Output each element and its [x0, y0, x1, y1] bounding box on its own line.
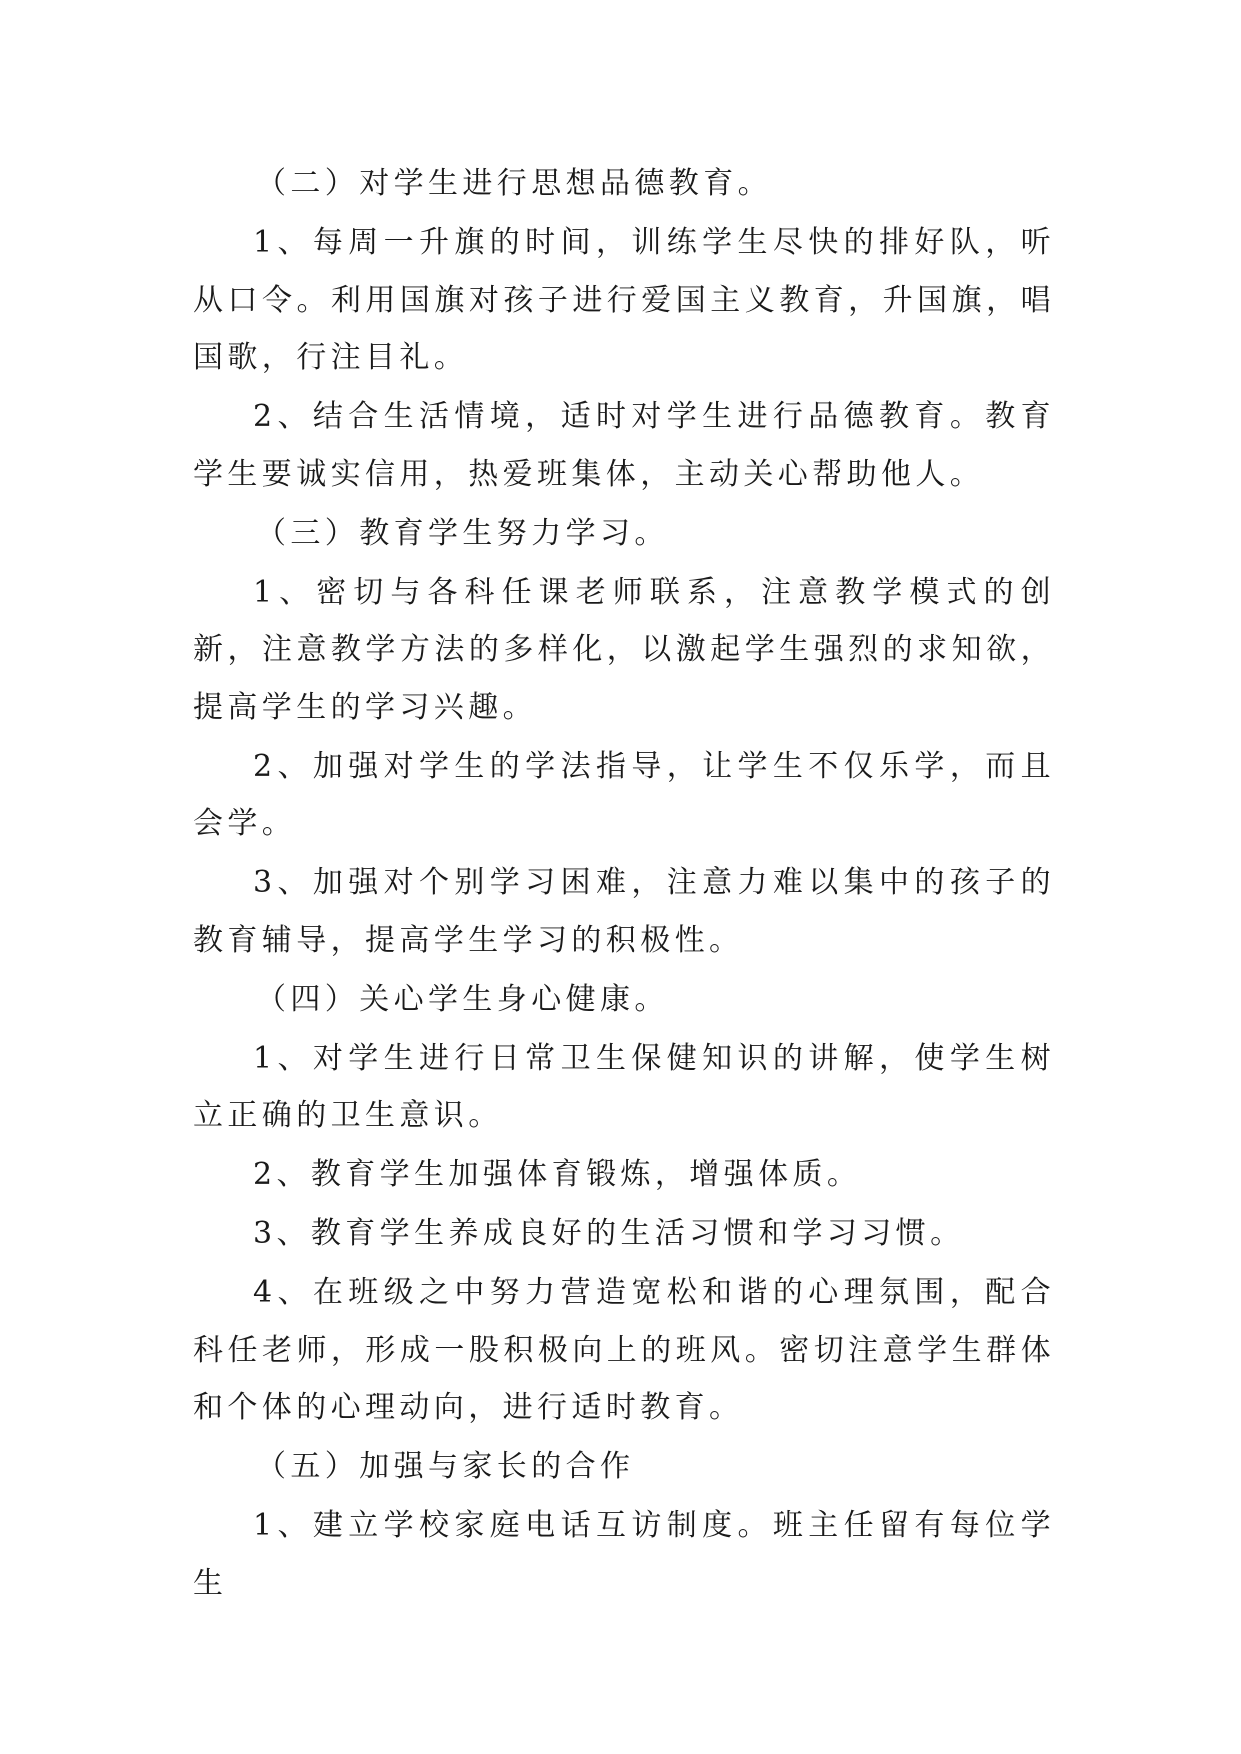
paragraph-3-2: 2、加强对学生的学法指导，让学生不仅乐学，而且会学。: [193, 748, 1055, 841]
paragraph-3-1: 1、密切与各科任课老师联系，注意教学模式的创新，注意教学方法的多样化，以激起学生强烈的求知欲，提高学生的学习兴趣。: [193, 574, 1055, 725]
paragraph-2-2: 2、结合生活情境，适时对学生进行品德教育。教育学生要诚实信用，热爱班集体，主动关心帮助他人。: [193, 399, 1055, 492]
document-body: [193, 155, 1055, 1612]
paragraph-4-1: 1、对学生进行日常卫生保健知识的讲解，使学生树立正确的卫生意识。: [193, 1040, 1055, 1133]
paragraph-2-1: 1、每周一升旗的时间，训练学生尽快的排好队，听从口令。利用国旗对孩子进行爱国主义教育，升国旗，唱国歌，行注目礼。: [193, 225, 1055, 375]
section-heading-5: （五）加强与家长的合作: [256, 1449, 635, 1484]
paragraph-4-4: 4、在班级之中努力营造宽松和谐的心理氛围，配合科任老师，形成一股积极向上的班风。密切注意学生群体和个体的心理动向，进行适时教育。: [193, 1275, 1055, 1425]
paragraph-3-3: 3、加强对个别学习困难，注意力难以集中的孩子的教育辅导，提高学生学习的积极性。: [193, 865, 1055, 958]
paragraph-4-2: 2、教育学生加强体育锻炼，增强体质。: [253, 1157, 862, 1192]
section-heading-4: （四）关心学生身心健康。: [256, 981, 669, 1017]
paragraph-5-1: 1、建立学校家庭电话互访制度。班主任留有每位学生: [193, 1508, 1055, 1601]
section-heading-3: （三）教育学生努力学习。: [256, 515, 669, 551]
paragraph-4-3: 3、教育学生养成良好的生活习惯和学习习惯。: [253, 1216, 965, 1251]
section-heading-2: （二）对学生进行思想品德教育。: [256, 166, 772, 201]
